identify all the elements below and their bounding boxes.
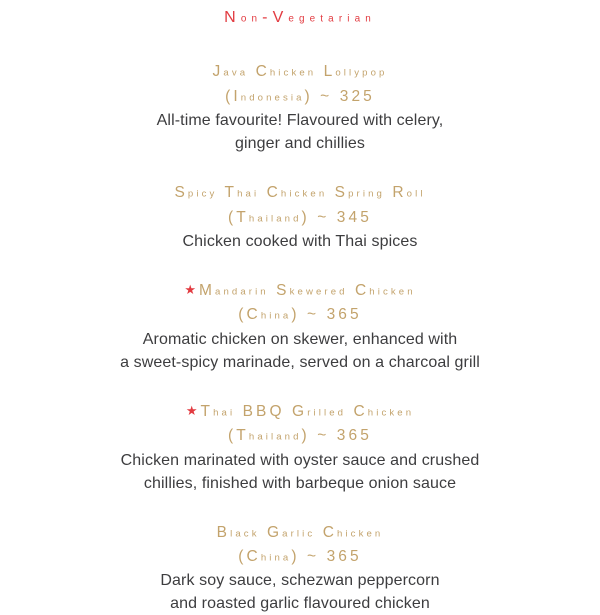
star-icon: ★ [184, 283, 196, 299]
dish-description-line: Aromatic chicken on skewer, enhanced with [142, 330, 458, 348]
dish-name: Thai BBQ Grilled Chicken [200, 402, 415, 420]
dish-description [0, 109, 600, 155]
dish-description-line: chillies, finished with barbeque onion sauce [143, 474, 457, 492]
star-icon: ★ [185, 403, 198, 419]
dish-description-line: and roasted garlic flavoured chicken [170, 595, 430, 613]
dish-title-line [0, 181, 600, 206]
dish-description-line: ginger and chillies [235, 135, 365, 153]
dish-title-line [0, 60, 600, 85]
dish-origin-price: (Thailand) ~ 365 [228, 427, 372, 445]
menu-item [0, 521, 600, 615]
dish-title-line [0, 279, 600, 304]
dish-description [0, 569, 600, 615]
dish-name: Mandarin Skewered Chicken [199, 282, 416, 300]
dish-origin-price: (Indonesia) ~ 325 [225, 87, 375, 105]
dish-description [0, 328, 600, 374]
menu-item [0, 181, 600, 253]
dish-title-line [0, 400, 600, 425]
dish-name: Java Chicken Lollypop [212, 63, 388, 81]
dish-description [0, 230, 600, 253]
dish-title-line [0, 521, 600, 546]
dish-origin-price: (China) ~ 365 [238, 548, 362, 566]
menu-item [0, 279, 600, 374]
section-title: Non-Vegetarian [224, 9, 376, 26]
dish-description-line: a sweet-spicy marinade, served on a charcoal grill [120, 353, 480, 371]
dish-description-line: Chicken marinated with oyster sauce and crushed [120, 451, 480, 469]
menu-item [0, 400, 600, 495]
dish-origin-price: (Thailand) ~ 345 [228, 208, 372, 226]
dish-description-line: Chicken cooked with Thai spices [182, 233, 418, 251]
menu-item [0, 60, 600, 155]
dish-name: Black Garlic Chicken [216, 523, 384, 541]
dish-description [0, 449, 600, 495]
dish-description-line: Dark soy sauce, schezwan peppercorn [160, 572, 440, 590]
dish-name: Spicy Thai Chicken Spring Roll [174, 184, 426, 202]
dish-description-line: All-time favourite! Flavoured with celery, [156, 112, 444, 130]
dish-origin-price: (China) ~ 365 [238, 306, 362, 324]
